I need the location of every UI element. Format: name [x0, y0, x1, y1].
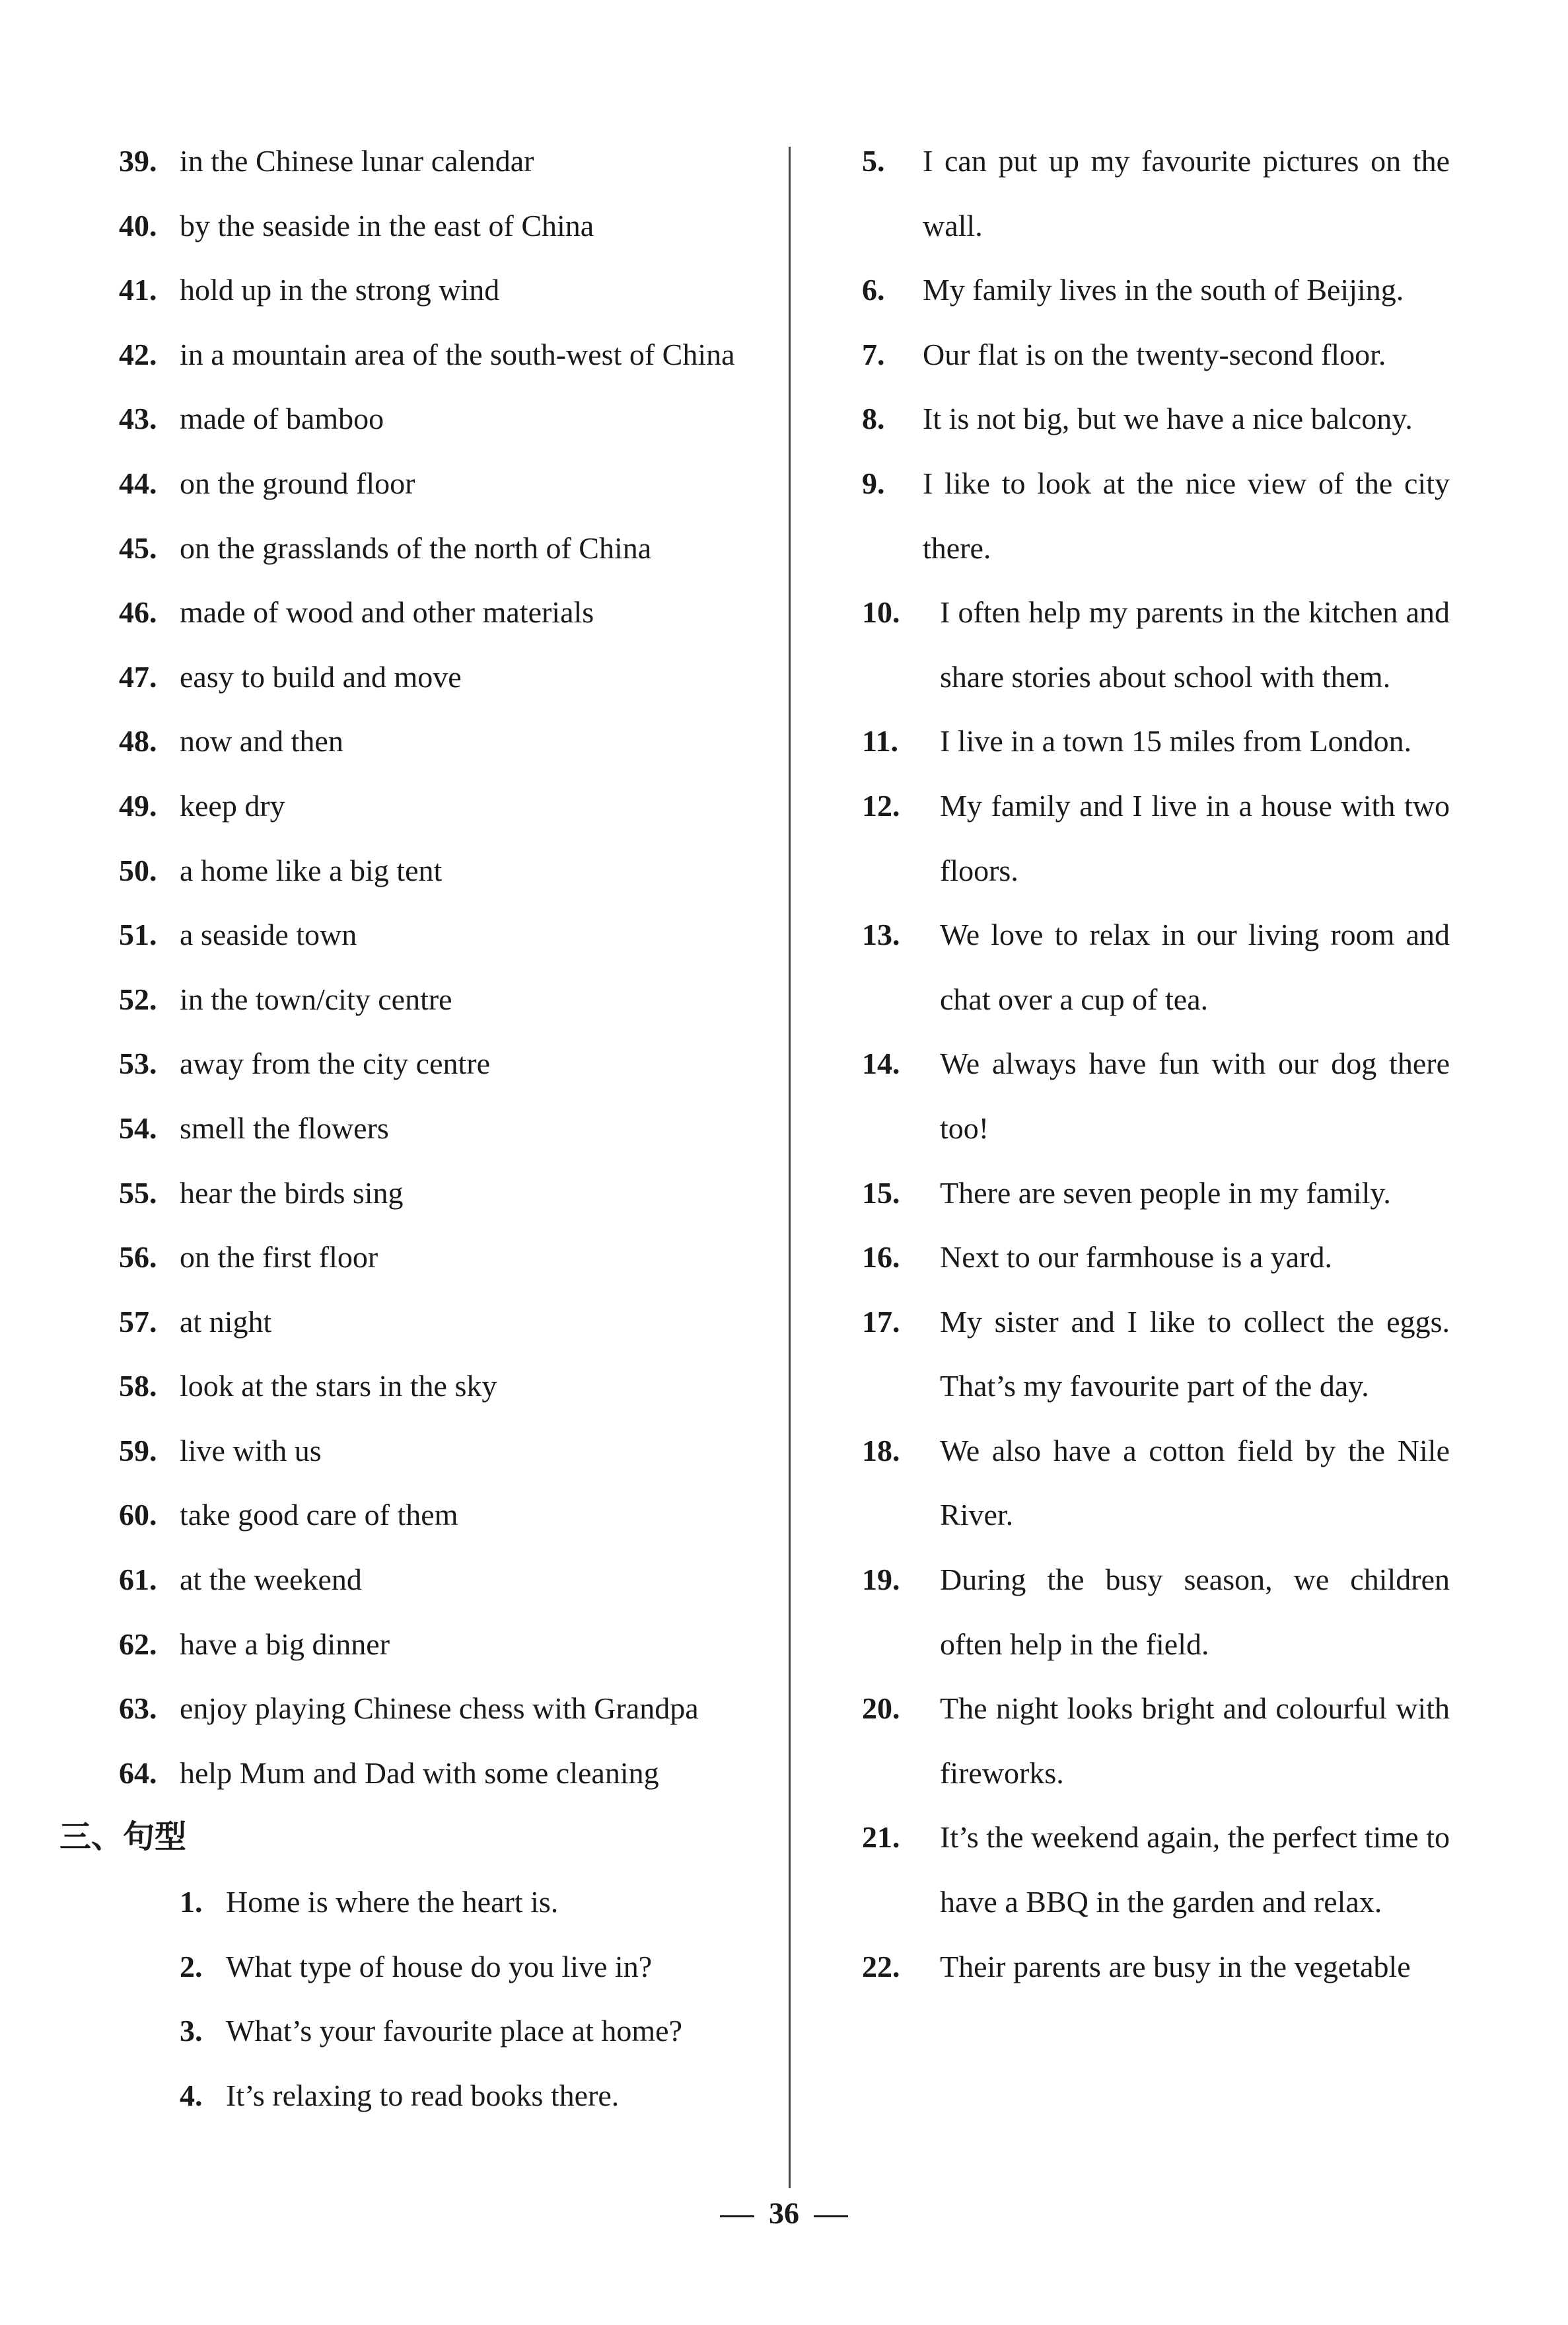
- item-number: 22.: [862, 1949, 900, 1983]
- list-item: [119, 322, 760, 387]
- list-item: [119, 2063, 760, 2128]
- list-item: [119, 1547, 760, 1612]
- item-text: now and then: [180, 724, 343, 758]
- item-number: 18.: [862, 1433, 900, 1467]
- item-text: look at the stars in the sky: [180, 1369, 497, 1403]
- list-item: [862, 451, 1450, 580]
- item-text: The night looks bright and colourful with fireworks.: [940, 1691, 1450, 1790]
- item-number: 47.: [119, 659, 157, 694]
- item-number: 42.: [119, 337, 157, 371]
- item-number: 49.: [119, 788, 157, 823]
- item-number: 7.: [862, 337, 885, 371]
- item-number: 45.: [119, 531, 157, 565]
- item-text: Our flat is on the twenty-second floor.: [923, 337, 1386, 371]
- list-item: [119, 774, 760, 838]
- list-item: [119, 1031, 760, 1096]
- item-text: It’s relaxing to read books there.: [226, 2078, 620, 2112]
- item-number: 43.: [119, 402, 157, 436]
- list-item: [119, 1225, 760, 1290]
- list-item: [119, 1676, 760, 1741]
- item-number: 10.: [862, 595, 900, 630]
- item-number: 58.: [119, 1369, 157, 1403]
- list-item: [862, 580, 1450, 709]
- item-number: 63.: [119, 1691, 157, 1726]
- list-item: [119, 1483, 760, 1547]
- list-item: [862, 129, 1450, 258]
- list-item: [862, 903, 1450, 1031]
- item-text: in the town/city centre: [180, 982, 452, 1016]
- item-text: Home is where the heart is.: [226, 1885, 559, 1919]
- item-number: 15.: [862, 1175, 900, 1210]
- item-text: on the first floor: [180, 1240, 378, 1274]
- item-text: easy to build and move: [180, 659, 462, 694]
- list-item: [119, 903, 760, 967]
- list-item: [862, 387, 1450, 451]
- item-number: 17.: [862, 1304, 900, 1339]
- item-text: smell the flowers: [180, 1111, 389, 1145]
- item-text: What type of house do you live in?: [226, 1949, 653, 1983]
- page-number: 36: [769, 2196, 799, 2230]
- page-footer: [0, 2194, 1568, 2233]
- item-number: 56.: [119, 1240, 157, 1274]
- list-item: [119, 1096, 760, 1161]
- item-number: 21.: [862, 1820, 900, 1855]
- item-text: Their parents are busy in the vegetable: [940, 1949, 1411, 1983]
- item-number: 48.: [119, 724, 157, 758]
- item-number: 50.: [119, 853, 157, 887]
- item-number: 61.: [119, 1563, 157, 1597]
- item-number: 3.: [180, 2014, 203, 2048]
- item-number: 8.: [862, 402, 885, 436]
- list-item: [119, 1354, 760, 1419]
- right-sentence-list: [862, 129, 1450, 1999]
- item-number: 16.: [862, 1240, 900, 1274]
- item-number: 13.: [862, 918, 900, 952]
- item-number: 11.: [862, 724, 898, 758]
- list-item: [119, 1741, 760, 1806]
- footer-dash-left: [720, 2215, 754, 2217]
- item-text: on the ground floor: [180, 466, 415, 500]
- item-number: 14.: [862, 1047, 900, 1081]
- item-text: I often help my parents in the kitchen and share stories about school with them.: [940, 595, 1450, 694]
- item-number: 46.: [119, 595, 157, 630]
- item-number: 54.: [119, 1111, 157, 1145]
- item-text: I live in a town 15 miles from London.: [940, 724, 1412, 758]
- list-item: [862, 774, 1450, 903]
- item-number: 5.: [862, 144, 885, 178]
- list-item: [119, 129, 760, 194]
- item-number: 51.: [119, 918, 157, 952]
- item-number: 62.: [119, 1627, 157, 1661]
- item-text: During the busy season, we children often help in the field.: [940, 1563, 1450, 1661]
- list-item: [119, 967, 760, 1032]
- list-item: [119, 838, 760, 903]
- item-number: 1.: [180, 1885, 203, 1919]
- list-item: [119, 1419, 760, 1483]
- list-item: [862, 1161, 1450, 1226]
- list-item: [119, 1612, 760, 1677]
- item-text: a home like a big tent: [180, 853, 443, 887]
- item-text: It’s the weekend again, the perfect time to have a BBQ in the garden and relax.: [940, 1820, 1450, 1919]
- item-text: at the weekend: [180, 1563, 362, 1597]
- item-text: My family lives in the south of Beijing.: [923, 273, 1404, 307]
- item-number: 6.: [862, 273, 885, 307]
- item-number: 53.: [119, 1047, 157, 1081]
- item-text: My sister and I like to collect the eggs. That’s my favourite part of the day.: [940, 1304, 1450, 1403]
- item-text: made of wood and other materials: [180, 595, 594, 630]
- item-number: 12.: [862, 788, 900, 823]
- item-text: Next to our farmhouse is a yard.: [940, 1240, 1333, 1274]
- item-text: on the grasslands of the north of China: [180, 531, 652, 565]
- item-text: in the Chinese lunar calendar: [180, 144, 534, 178]
- list-item: [119, 1999, 760, 2063]
- item-number: 40.: [119, 208, 157, 242]
- list-item: [119, 516, 760, 581]
- item-number: 20.: [862, 1691, 900, 1726]
- list-item: [862, 1805, 1450, 1934]
- section-heading: 三、句型: [59, 1818, 187, 1856]
- item-number: 64.: [119, 1755, 157, 1790]
- item-text: enjoy playing Chinese chess with Grandpa: [180, 1691, 699, 1726]
- column-divider: [789, 147, 791, 2188]
- item-text: hear the birds sing: [180, 1175, 404, 1210]
- item-number: 57.: [119, 1304, 157, 1339]
- item-text: made of bamboo: [180, 402, 384, 436]
- list-item: [119, 1935, 760, 1999]
- list-item: [862, 1547, 1450, 1676]
- item-text: in a mountain area of the south-west of China: [180, 337, 735, 371]
- right-column: [862, 129, 1450, 1999]
- item-text: at night: [180, 1304, 272, 1339]
- item-text: What’s your favourite place at home?: [226, 2014, 682, 2048]
- item-text: I like to look at the nice view of the city there.: [923, 466, 1450, 565]
- item-number: 39.: [119, 144, 157, 178]
- list-item: [119, 387, 760, 451]
- list-item: [119, 258, 760, 322]
- item-text: by the seaside in the east of China: [180, 208, 594, 242]
- list-item: [862, 1676, 1450, 1805]
- item-number: 59.: [119, 1433, 157, 1467]
- item-number: 9.: [862, 466, 885, 500]
- item-text: We always have fun with our dog there too!: [940, 1047, 1450, 1145]
- item-text: have a big dinner: [180, 1627, 390, 1661]
- list-item: [862, 1225, 1450, 1290]
- list-item: [119, 194, 760, 258]
- item-number: 44.: [119, 466, 157, 500]
- list-item: [862, 1290, 1450, 1419]
- item-text: keep dry: [180, 788, 285, 823]
- list-item: [119, 580, 760, 645]
- left-column: [59, 129, 760, 2127]
- list-item: [119, 709, 760, 774]
- item-number: 52.: [119, 982, 157, 1016]
- list-item: [119, 1290, 760, 1354]
- item-text: There are seven people in my family.: [940, 1175, 1391, 1210]
- list-item: [862, 258, 1450, 322]
- list-item: [862, 1031, 1450, 1160]
- item-text: help Mum and Dad with some cleaning: [180, 1755, 659, 1790]
- section-sentence-list: [180, 1870, 760, 2127]
- left-answer-list: [119, 129, 760, 1805]
- item-text: I can put up my favourite pictures on the wall.: [923, 144, 1450, 242]
- item-number: 19.: [862, 1563, 900, 1597]
- item-number: 2.: [180, 1949, 203, 1983]
- item-text: It is not big, but we have a nice balcony.: [923, 402, 1413, 436]
- item-text: My family and I live in a house with two floors.: [940, 788, 1450, 887]
- list-item: [119, 645, 760, 710]
- list-item: [119, 1161, 760, 1226]
- item-text: We love to relax in our living room and chat over a cup of tea.: [940, 918, 1450, 1016]
- item-number: 41.: [119, 273, 157, 307]
- item-number: 60.: [119, 1498, 157, 1532]
- item-text: away from the city centre: [180, 1047, 490, 1081]
- item-number: 4.: [180, 2078, 203, 2112]
- footer-dash-right: [814, 2215, 848, 2217]
- list-item: [119, 1870, 760, 1935]
- item-text: a seaside town: [180, 918, 357, 952]
- list-item: [862, 709, 1450, 774]
- list-item: [119, 451, 760, 516]
- item-text: live with us: [180, 1433, 322, 1467]
- item-text: We also have a cotton field by the Nile River.: [940, 1433, 1450, 1532]
- list-item: [862, 1419, 1450, 1547]
- item-text: hold up in the strong wind: [180, 273, 500, 307]
- item-number: 55.: [119, 1175, 157, 1210]
- list-item: [862, 1935, 1450, 1999]
- item-text: take good care of them: [180, 1498, 458, 1532]
- list-item: [862, 322, 1450, 387]
